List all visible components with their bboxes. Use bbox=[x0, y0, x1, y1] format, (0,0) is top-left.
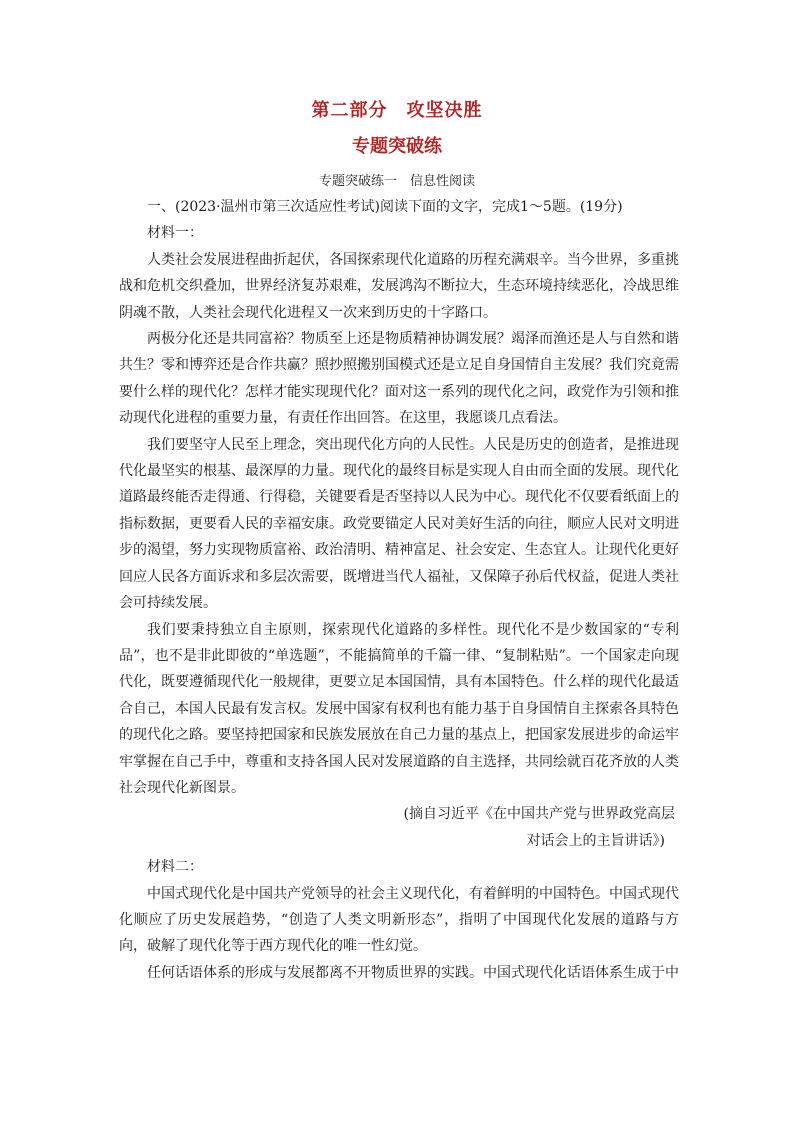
part-title: 第二部分 攻坚决胜 bbox=[311, 100, 483, 121]
question-intro: 一、(2023·温州市第三次适应性考试)阅读下面的文字，完成1～5题。(19分) bbox=[147, 199, 623, 215]
material2-label: 材料二： bbox=[147, 859, 203, 876]
material2-paragraph: 中国式现代化是中国共产党领导的社会主义现代化，有着鲜明的中国特色。中国式现代化顺应了历史发展趋势，“创造了人类文明新形态”，指明了中国现代化发展的道路与方向，破解了现代化等于西方现代化的唯一性幻觉。 bbox=[119, 885, 679, 955]
material1-paragraph: 两极分化还是共同富裕？物质至上还是物质精神协调发展？竭泽而渔还是人与自然和谐共生？零和博弈还是合作共赢？照抄照搬别国模式还是立足自身国情自主发展？我们究竟需要什么样的现代化？怎样才能实现现代化？面对这一系列的现代化之问，政党作为引领和推动现代化进程的重要力量，有责任作出回答。在这里，我愿谈几点看法。 bbox=[119, 331, 679, 427]
material1-paragraph: 我们要坚守人民至上理念，突出现代化方向的人民性。人民是历史的创造者，是推进现代化最坚实的根基、最深厚的力量。现代化的最终目标是实现人自由而全面的发展。现代化道路最终能否走得通、行得稳，关键要看是否坚持以人民为中心。现代化不仅要看纸面上的指标数据，更要看人民的幸福安康。政党要锚定人民对美好生活的向往，顺应人民对文明进步的渴望，努力实现物质富裕、政治清明、精神富足、社会安定、生态宜人。让现代化更好回应人民各方面诉求和多层次需要，既增进当代人福祉，又保障子孙后代权益，促进人类社会可持续发展。 bbox=[119, 436, 679, 612]
material1-paragraph: 我们要秉持独立自主原则，探索现代化道路的多样性。现代化不是少数国家的“专利品”，也不是非此即彼的“单选题”，不能搞简单的千篇一律、“复制粘贴”。一个国家走向现代化，既要遵循现代化一般规律，更要立足本国国情，具有本国特色。什么样的现代化最适合自己，本国人民最有发言权。发展中国家有权利也有能力基于自身国情自主探索各具特色的现代化之路。要坚持把国家和民族发展放在自己力量的基点上，把国家发展进步的命运牢牢掌握在自己手中，尊重和支持各国人民对发展道路的自主选择，共同绘就百花齐放的人类社会现代化新图景。 bbox=[119, 621, 679, 796]
section-title: 专题突破练一 信息性阅读 bbox=[318, 174, 475, 189]
material1-paragraph: 人类社会发展进程曲折起伏，各国探索现代化道路的历程充满艰辛。当今世界，多重挑战和危机交织叠加，世界经济复苏艰难，发展鸿沟不断拉大，生态环境持续恶化，冷战思维阴魂不散，人类社会现代化进程又一次来到历史的十字路口。 bbox=[119, 251, 679, 321]
sub-title: 专题突破练 bbox=[352, 136, 442, 157]
material1-source-cont: 对话会上的主旨讲话》) bbox=[526, 832, 665, 849]
material1-label: 材料一： bbox=[147, 225, 203, 242]
material2-paragraph: 任何话语体系的形成与发展都离不开物质世界的实践。中国式现代化话语体系生成于中 bbox=[147, 964, 679, 981]
document-body bbox=[119, 194, 679, 986]
material1-source: (摘自习近平《在中国共产党与世界政党高层 bbox=[403, 806, 675, 823]
